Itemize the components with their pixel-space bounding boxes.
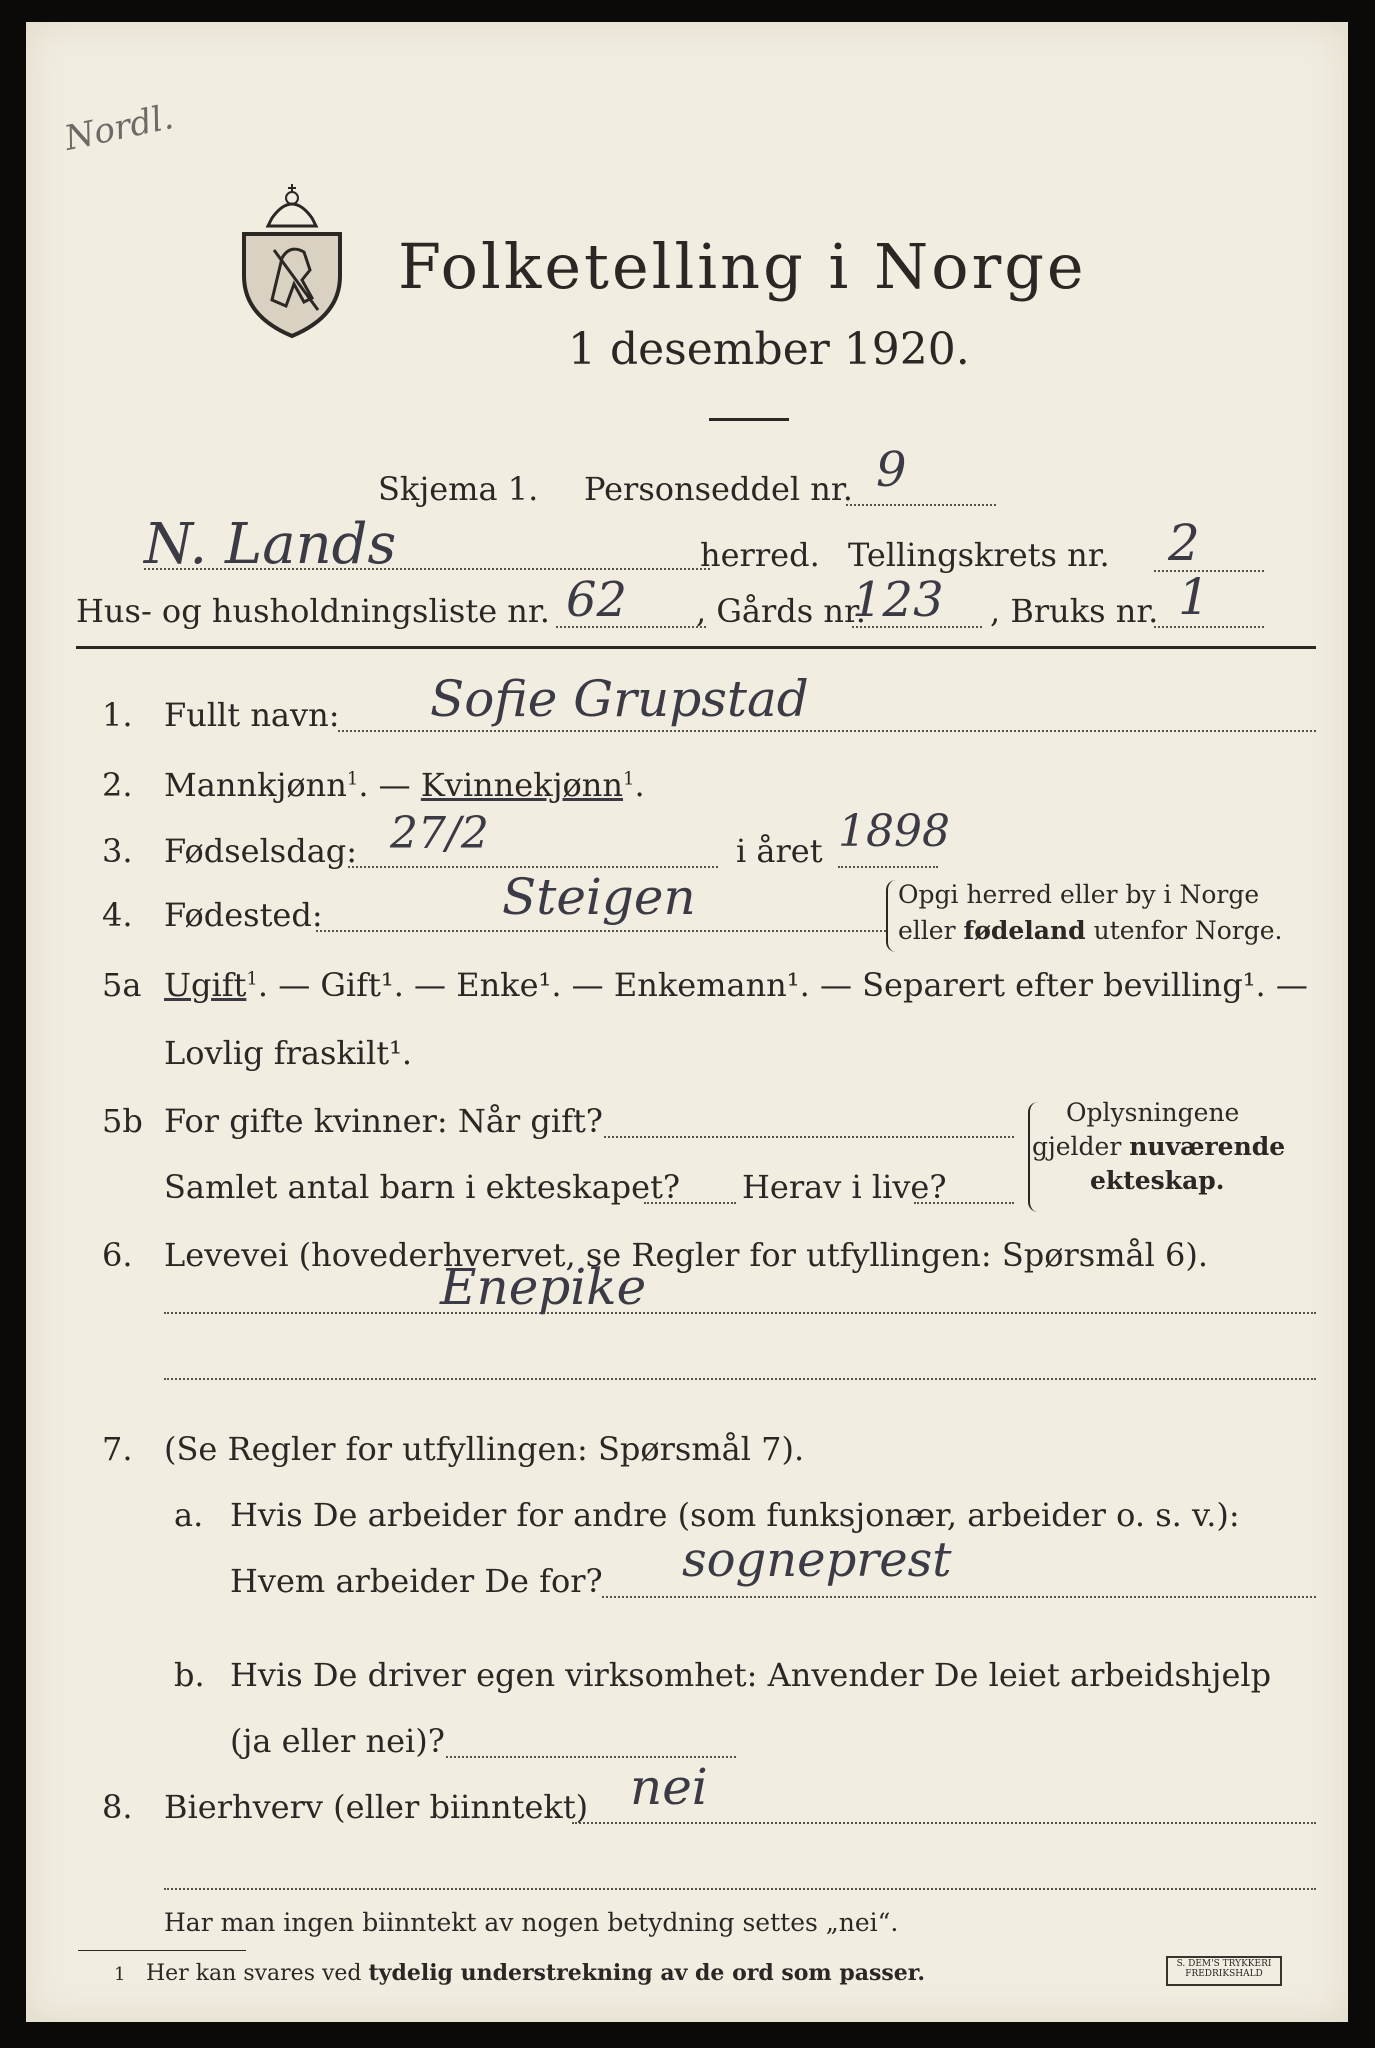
q4-label: Fødested: (164, 896, 323, 934)
q8-line1 (572, 1822, 1316, 1824)
skjema-label: Skjema 1. (378, 470, 539, 508)
q4-value: Steigen (502, 868, 696, 926)
q5a-text: Ugift$^1$. — Gift¹. — Enke¹. — Enkemann¹. — Separert efter bevilling¹. — (164, 966, 1308, 1004)
q7b-text: Hvis De driver egen virksomhet: Anvender De leiet arbeidshjelp (230, 1656, 1272, 1694)
q7a-question: Hvem arbeider De for? (230, 1562, 603, 1600)
q3-number: 3. (102, 832, 133, 870)
gards-value: 123 (852, 572, 944, 628)
q6-label: Levevei (hovederhvervet, se Regler for utfyllingen: Spørsmål 6). (164, 1236, 1209, 1274)
q5b-number: 5b (102, 1102, 143, 1140)
title-divider (709, 418, 789, 421)
tellingskrets-value: 2 (1168, 514, 1200, 572)
q5b-alive-line (914, 1202, 1014, 1204)
q6-line1 (164, 1312, 1316, 1314)
q1-label: Fullt navn: (164, 696, 340, 734)
q1-value: Sofie Grupstad (430, 670, 809, 728)
q7a-number: a. (174, 1496, 204, 1534)
q5a-options: . — Gift¹. — Enke¹. — Enkemann¹. — Separert efter bevilling¹. — (257, 966, 1308, 1004)
form-title: Folketelling i Norge (398, 230, 1087, 303)
q3-value: 27/2 (390, 808, 489, 859)
bruks-value: 1 (1178, 568, 1210, 626)
q7a-value: sogneprest (682, 1532, 952, 1588)
printer-stamp: S. DEM'S TRYKKERI FREDRIKSHALD (1166, 1956, 1282, 1986)
q8-label: Bierhverv (eller biinntekt) (164, 1788, 589, 1826)
tellingskrets-label: Tellingskrets nr. (848, 536, 1110, 574)
q5a-number: 5a (102, 966, 142, 1004)
q4-line (316, 930, 886, 932)
q4-note-brace (886, 880, 898, 952)
q2-number: 2. (102, 766, 133, 804)
q5b-children-label: Samlet antal barn i ekteskapet? (164, 1168, 681, 1206)
q6-line2 (164, 1378, 1316, 1380)
q5b-when-married-line (604, 1136, 1014, 1138)
personseddel-label: Personseddel nr. (584, 470, 853, 508)
q2-mann: Mannkjønn (164, 766, 347, 804)
herred-value: N. Lands (144, 512, 397, 577)
personseddel-value: 9 (876, 442, 907, 498)
q2-text: Mannkjønn$^1$. — Kvinnekjønn$^1$. (164, 766, 645, 804)
census-date: 1 desember 1920. (568, 324, 970, 375)
bruks-line (1154, 626, 1264, 628)
q3-aret-label: i året (736, 832, 823, 870)
q7a-line (602, 1596, 1316, 1598)
q3-aret-line (838, 866, 938, 868)
census-form (26, 22, 1348, 2022)
q5b-when-married-label: For gifte kvinner: Når gift? (164, 1102, 603, 1140)
q8-value: nei (630, 1758, 708, 1816)
q3-aret-value: 1898 (838, 806, 950, 857)
q5b-note-line1: Oplysningene (1066, 1098, 1240, 1127)
q8-line2 (164, 1888, 1316, 1890)
q5a-line2: Lovlig fraskilt¹. (164, 1034, 413, 1072)
personseddel-line (846, 504, 996, 506)
q7b-number: b. (174, 1656, 205, 1694)
q4-note-line2: eller fødeland utenfor Norge. (898, 916, 1283, 945)
biinntekt-note: Har man ingen biinntekt av nogen betydning settes „nei“. (164, 1908, 899, 1937)
q5b-alive-label: Herav i live? (742, 1168, 947, 1206)
margin-note: Nordl. (61, 97, 177, 159)
q6-value: Enepike (440, 1258, 647, 1316)
q8-number: 8. (102, 1788, 133, 1826)
coat-of-arms-emblem (232, 180, 352, 340)
hus-value: 62 (566, 572, 628, 628)
q1-line (338, 730, 1316, 732)
header-divider (76, 646, 1316, 649)
footnote-text: Her kan svares ved tydelig understrekning av de ord som passer. (146, 1960, 926, 1986)
q5b-note-line3: ekteskap. (1090, 1166, 1225, 1195)
footnote-number: 1 (114, 1964, 126, 1985)
q7b-question: (ja eller nei)? (230, 1722, 445, 1760)
hus-label: Hus- og husholdningsliste nr. (76, 592, 550, 630)
herred-label: herred. (700, 536, 820, 574)
q1-number: 1. (102, 696, 133, 734)
q3-label: Fødselsdag: (164, 832, 358, 870)
q7a-text: Hvis De arbeider for andre (som funksjonær, arbeider o. s. v.): (230, 1496, 1240, 1534)
bruks-label: , Bruks nr. (990, 592, 1159, 630)
q6-number: 6. (102, 1236, 133, 1274)
q5b-children-line (644, 1202, 736, 1204)
q2-kvinne: Kvinnekjønn (420, 766, 623, 804)
q7-number: 7. (102, 1430, 133, 1468)
footnote-divider (78, 1950, 246, 1951)
q4-number: 4. (102, 896, 133, 934)
q4-note-line1: Opgi herred eller by i Norge (898, 880, 1260, 909)
q5b-note-line2: gjelder nuværende (1032, 1132, 1286, 1161)
gards-label: , Gårds nr. (696, 592, 866, 630)
q5a-ugift: Ugift (164, 966, 247, 1004)
q7-label: (Se Regler for utfyllingen: Spørsmål 7). (164, 1430, 805, 1468)
